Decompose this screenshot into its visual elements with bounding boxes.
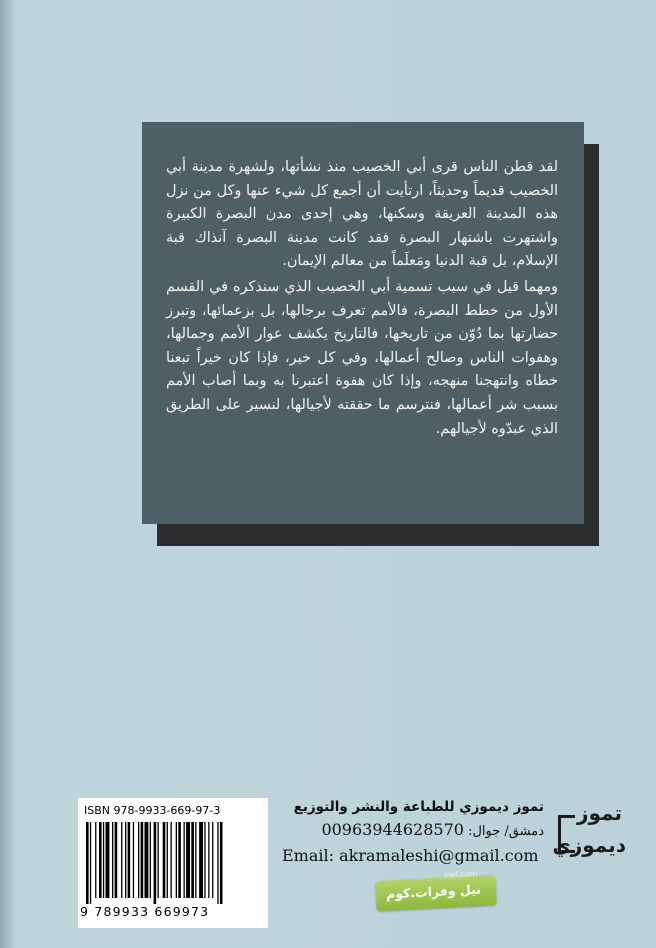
barcode-bar — [115, 822, 118, 898]
barcode-bar — [125, 822, 126, 898]
blurb-paragraph-1: لقد قطن الناس قرى أبي الخصيب منذ نشأتها، ولشهرة مدينة أبي الخصيب قديماً وحديثاً، ارتأيت أن أجمع كل شيء عنها وكل من نزل هذه المدينة العريقة وسكنها، وهي إحدى مدن البصرة الكبيرة واشتهرت باشتهار البصرة فقد كانت مدينة البصرة آنذاك قبة الإسلام، بل قبة الدنيا ومَعلَماً من معالم الإيمان. — [166, 159, 558, 270]
publisher-email: Email: akramaleshi@gmail.com — [282, 846, 539, 865]
badge-text: نيل وفرات.كوم — [385, 881, 482, 902]
barcode-bar — [208, 822, 209, 898]
barcode-bar — [178, 822, 181, 898]
barcode-bar — [138, 822, 139, 898]
blurb-paragraph-2: ومهما قيل في سبب تسمية أبي الخصيب الذي سنذكره في القسم الأول من خطط البصرة، فالأمم تعرف برجالها، بل بزعمائها، وتبرز حضارتها بما دُوّن من تاريخها، فالتاريخ يكشف عوار الأمم وجمالها، وهفوات الناس وصالح أعمالها، وفي كل خير، فإذا كان خيراً تبعنا خطاه وانتهجنا منهجه، وإذا كان هفوة اعتبرنا به وبما أصاب الأمم بسبب شر أعمالها، فنترسم ما حققته لأجيالها، لنسير على الطريق الذي عبدّوه لأجيالهم. — [166, 278, 558, 437]
barcode-bar — [212, 822, 213, 898]
barcode-bar — [199, 822, 203, 898]
barcode-bar — [106, 822, 110, 898]
barcode-bar — [141, 822, 144, 898]
barcode-bar — [145, 822, 149, 898]
barcode-bar — [163, 822, 166, 898]
barcode-bar — [217, 822, 218, 904]
barcode-digits: 9 789933 669973 — [80, 904, 210, 919]
barcode-bar — [103, 822, 104, 898]
barcode-bar — [220, 822, 223, 904]
spine-edge — [0, 0, 14, 948]
publisher-name: تموز ديموزي للطباعة والنشر والتوزيع — [293, 799, 544, 815]
publisher-logo — [552, 797, 626, 869]
barcode-bar — [158, 822, 159, 898]
publisher-phone-line — [282, 818, 544, 844]
barcode-bar — [184, 822, 185, 898]
logo-top-word: تموز — [577, 801, 622, 825]
barcode-icon — [86, 822, 260, 904]
barcode-bar — [171, 822, 172, 898]
barcode-bar — [112, 822, 113, 898]
publisher-info — [282, 796, 544, 868]
phone-number: 00963944628570 — [321, 820, 464, 839]
phone-label: دمشق/ جوال: — [468, 824, 544, 839]
barcode-bar — [128, 822, 131, 898]
barcode-bar — [95, 822, 96, 898]
blurb-box — [142, 122, 584, 524]
barcode-bar — [150, 822, 151, 898]
barcode-bar — [191, 822, 194, 898]
barcode-bar — [86, 822, 89, 904]
nwf-badge — [376, 870, 504, 910]
barcode-bar — [195, 822, 196, 898]
barcode-bar — [121, 822, 122, 898]
barcode-bar — [186, 822, 190, 898]
barcode-bar — [154, 822, 157, 904]
barcode-bar — [204, 822, 205, 898]
barcode-bar — [176, 822, 177, 898]
barcode-bar — [99, 822, 102, 898]
barcode-bar — [133, 822, 134, 898]
logo-bottom-word: ديموزي — [552, 833, 626, 857]
isbn-label: ISBN 978-9933-669-97-3 — [84, 804, 221, 817]
badge-url: nwf.com — [443, 869, 478, 880]
barcode-bar — [167, 822, 168, 898]
barcode-bar — [90, 822, 91, 904]
isbn-barcode-card — [78, 798, 268, 928]
